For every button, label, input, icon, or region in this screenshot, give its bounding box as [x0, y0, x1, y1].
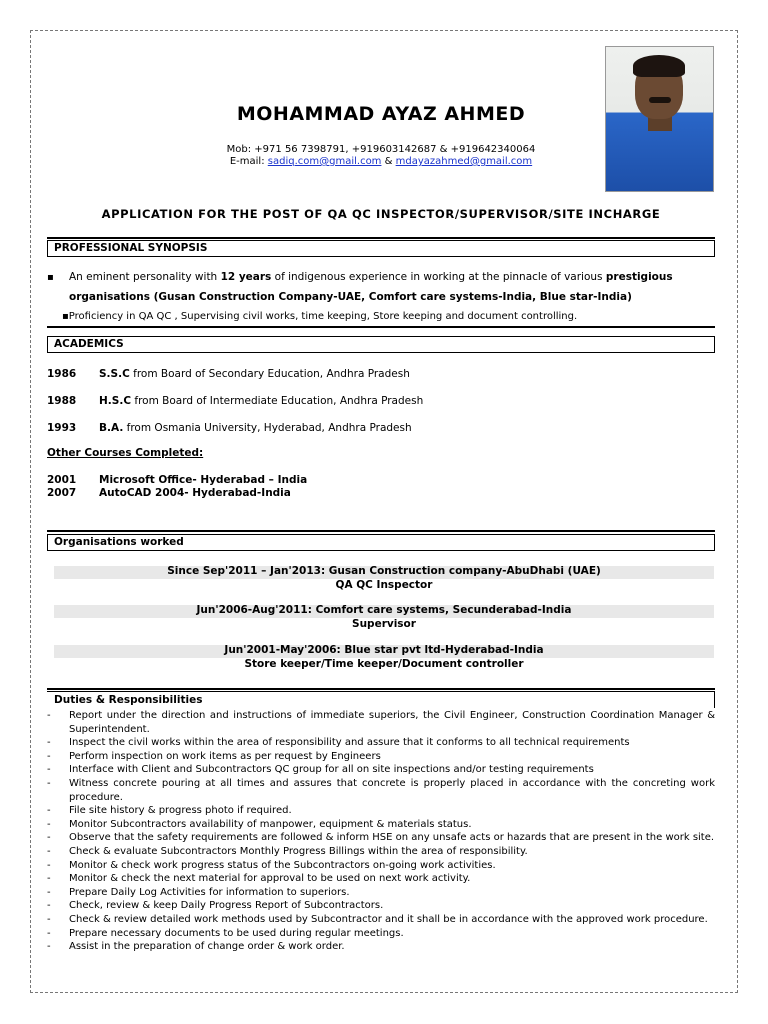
synopsis-bullet-1: ▪ An eminent personality with 12 years of indigenous experience in working at the pinnacle of various prestigious: [47, 267, 715, 288]
email-label: E-mail:: [229, 156, 265, 167]
section-title-organisations: Organisations worked: [47, 534, 715, 551]
academic-item: 1986 S.S.C from Board of Secondary Education, Andhra Pradesh: [47, 368, 410, 380]
list-item: - Observe that the safety requirements are followed & inform HSE on any unsafe acts or hazards that are present in the work site.: [47, 832, 715, 844]
org-period: Jun'2001-May'2006: Blue star pvt ltd-Hyderabad-India: [224, 644, 544, 656]
section-rule: [47, 237, 715, 239]
course-item: 2007 AutoCAD 2004- Hyderabad-India: [47, 487, 291, 499]
list-item: - Interface with Client and Subcontractors QC group for all on site inspections and/or testing requirements: [47, 764, 594, 776]
email-link-1[interactable]: sadiq.com@gmail.com: [267, 156, 382, 167]
synopsis-bullet-2: ▪Proficiency in QA QC , Supervising civil works, time keeping, Store keeping and document controlling.: [62, 311, 578, 322]
org-role: Store keeper/Time keeper/Document controller: [244, 658, 524, 670]
section-title-academics: ACADEMICS: [47, 336, 715, 353]
candidate-name: MOHAMMAD AYAZ AHMED: [236, 103, 526, 125]
mobile-label: Mob:: [226, 144, 252, 155]
list-item: - Assist in the preparation of change order & work order.: [47, 941, 345, 953]
email-link-2[interactable]: mdayazahmed@gmail.com: [395, 156, 533, 167]
list-item: - Report under the direction and instructions of immediate superiors, the Civil Engineer, Construction Coordination Manager & Superintendent.: [47, 710, 715, 735]
section-title-synopsis: PROFESSIONAL SYNOPSIS: [47, 240, 715, 257]
candidate-photo: [605, 46, 714, 192]
list-item: - Monitor & check work progress status of the Subcontractors on-going work activities.: [47, 859, 496, 871]
bullet-icon: ▪: [47, 272, 54, 283]
courses-list: [47, 474, 647, 504]
application-heading: APPLICATION FOR THE POST OF QA QC INSPECTOR/SUPERVISOR/SITE INCHARGE: [101, 207, 661, 221]
synopsis-line-2: organisations (Gusan Construction Company-UAE, Comfort care systems-India, Blue star-India): [69, 291, 632, 303]
list-item: - Prepare necessary documents to be used during regular meetings.: [47, 927, 404, 939]
org-role: Supervisor: [352, 618, 416, 630]
org-period: Since Sep'2011 – Jan'2013: Gusan Construction company-AbuDhabi (UAE): [167, 565, 601, 577]
list-item: - File site history & progress photo if required.: [47, 805, 292, 817]
academics-list: [47, 368, 647, 448]
section-rule: [47, 688, 715, 690]
other-courses-heading: Other Courses Completed:: [47, 447, 204, 459]
duties-list: [47, 709, 715, 954]
bullet-icon: ▪: [62, 311, 69, 322]
list-item: - Witness concrete pouring at all times and assures that concrete is properly placed in accordance with the concreting work procedure.: [47, 777, 715, 803]
section-rule: [47, 530, 715, 532]
list-item: - Check, review & keep Daily Progress Report of Subcontractors.: [47, 900, 384, 912]
email-separator: &: [384, 156, 393, 167]
section-rule: [47, 326, 715, 328]
org-period: Jun'2006-Aug'2011: Comfort care systems, Secunderabad-India: [196, 604, 572, 616]
list-item: - Perform inspection on work items as per request by Engineers: [47, 750, 381, 762]
section-title-duties: Duties & Responsibilities: [47, 691, 715, 708]
course-item: 2001 Microsoft Office- Hyderabad – India: [47, 474, 308, 486]
academic-item: 1988 H.S.C from Board of Intermediate Education, Andhra Pradesh: [47, 395, 424, 407]
list-item: - Monitor Subcontractors availability of manpower, equipment & materials status.: [47, 818, 472, 830]
list-item: - Monitor & check the next material for approval to be used on next work activity.: [47, 873, 471, 885]
org-role: QA QC Inspector: [335, 579, 433, 591]
academic-item: 1993 B.A. from Osmania University, Hyderabad, Andhra Pradesh: [47, 422, 412, 434]
list-item: - Check & evaluate Subcontractors Monthly Progress Billings within the area of responsibility.: [47, 845, 528, 857]
list-item: - Check & review detailed work methods used by Subcontractor and it shall be in accordance with the approved work procedure.: [47, 913, 708, 925]
list-item: - Inspect the civil works within the area of responsibility and assure that it conforms to all technical requirements: [47, 737, 630, 749]
mobile-numbers: +971 56 7398791, +919603142687 & +919642340064: [254, 144, 536, 155]
list-item: - Prepare Daily Log Activities for information to superiors.: [47, 886, 350, 898]
